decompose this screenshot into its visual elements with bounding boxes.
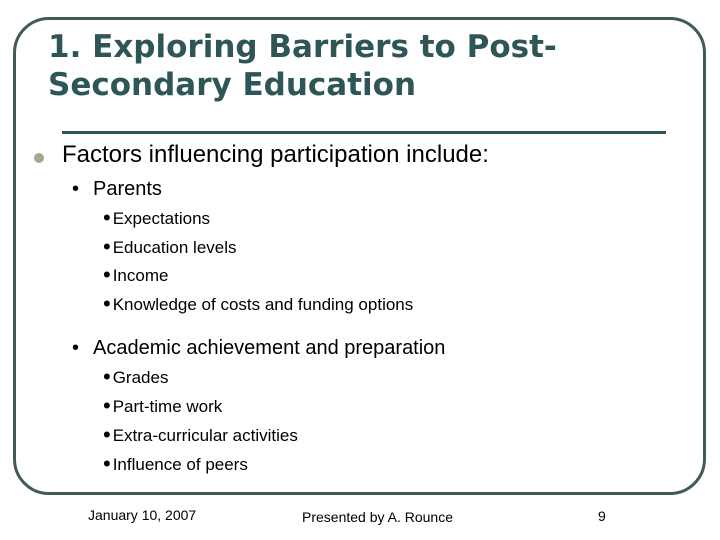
bullet-icon: • bbox=[103, 205, 111, 230]
bullet-icon: • bbox=[103, 422, 111, 447]
list-item-text: Extra-curricular activities bbox=[112, 426, 298, 445]
bullet-icon: • bbox=[103, 291, 111, 316]
list-item-text: Influence of peers bbox=[112, 455, 248, 474]
list-item-text: Education levels bbox=[112, 238, 237, 257]
footer-presenter: Presented by A. Rounce bbox=[302, 509, 453, 525]
bullet-icon: • bbox=[72, 178, 80, 200]
list-item-text: Part-time work bbox=[112, 397, 223, 416]
group-heading-text: Academic achievement and preparation bbox=[93, 337, 446, 359]
bullet-icon: • bbox=[103, 262, 111, 287]
list-item bbox=[103, 262, 169, 287]
list-item bbox=[103, 234, 237, 259]
bullet-icon: • bbox=[103, 393, 111, 418]
main-bullet-icon bbox=[34, 153, 44, 163]
list-item bbox=[103, 393, 223, 418]
group-heading-text: Parents bbox=[93, 178, 162, 200]
list-item bbox=[103, 364, 169, 389]
bullet-icon: • bbox=[103, 234, 111, 259]
list-item bbox=[103, 451, 248, 476]
title-divider bbox=[62, 131, 666, 134]
slide-title-line-2: Secondary Education bbox=[48, 67, 417, 103]
list-item-text: Expectations bbox=[112, 209, 211, 228]
list-item-text: Grades bbox=[112, 368, 169, 387]
bullet-icon: • bbox=[103, 364, 111, 389]
footer-date: January 10, 2007 bbox=[88, 507, 197, 523]
list-item-text: Knowledge of costs and funding options bbox=[112, 295, 414, 314]
main-point: Factors influencing participation include: bbox=[62, 141, 489, 168]
list-item bbox=[103, 422, 298, 447]
list-item bbox=[103, 205, 211, 230]
slide-title-line-1: 1. Exploring Barriers to Post- bbox=[48, 29, 557, 65]
list-item bbox=[103, 291, 414, 316]
bullet-icon: • bbox=[72, 337, 80, 359]
slide-title bbox=[48, 28, 668, 104]
bullet-icon: • bbox=[103, 451, 111, 476]
footer-page-number: 9 bbox=[598, 508, 606, 524]
list-item-text: Income bbox=[112, 266, 169, 285]
